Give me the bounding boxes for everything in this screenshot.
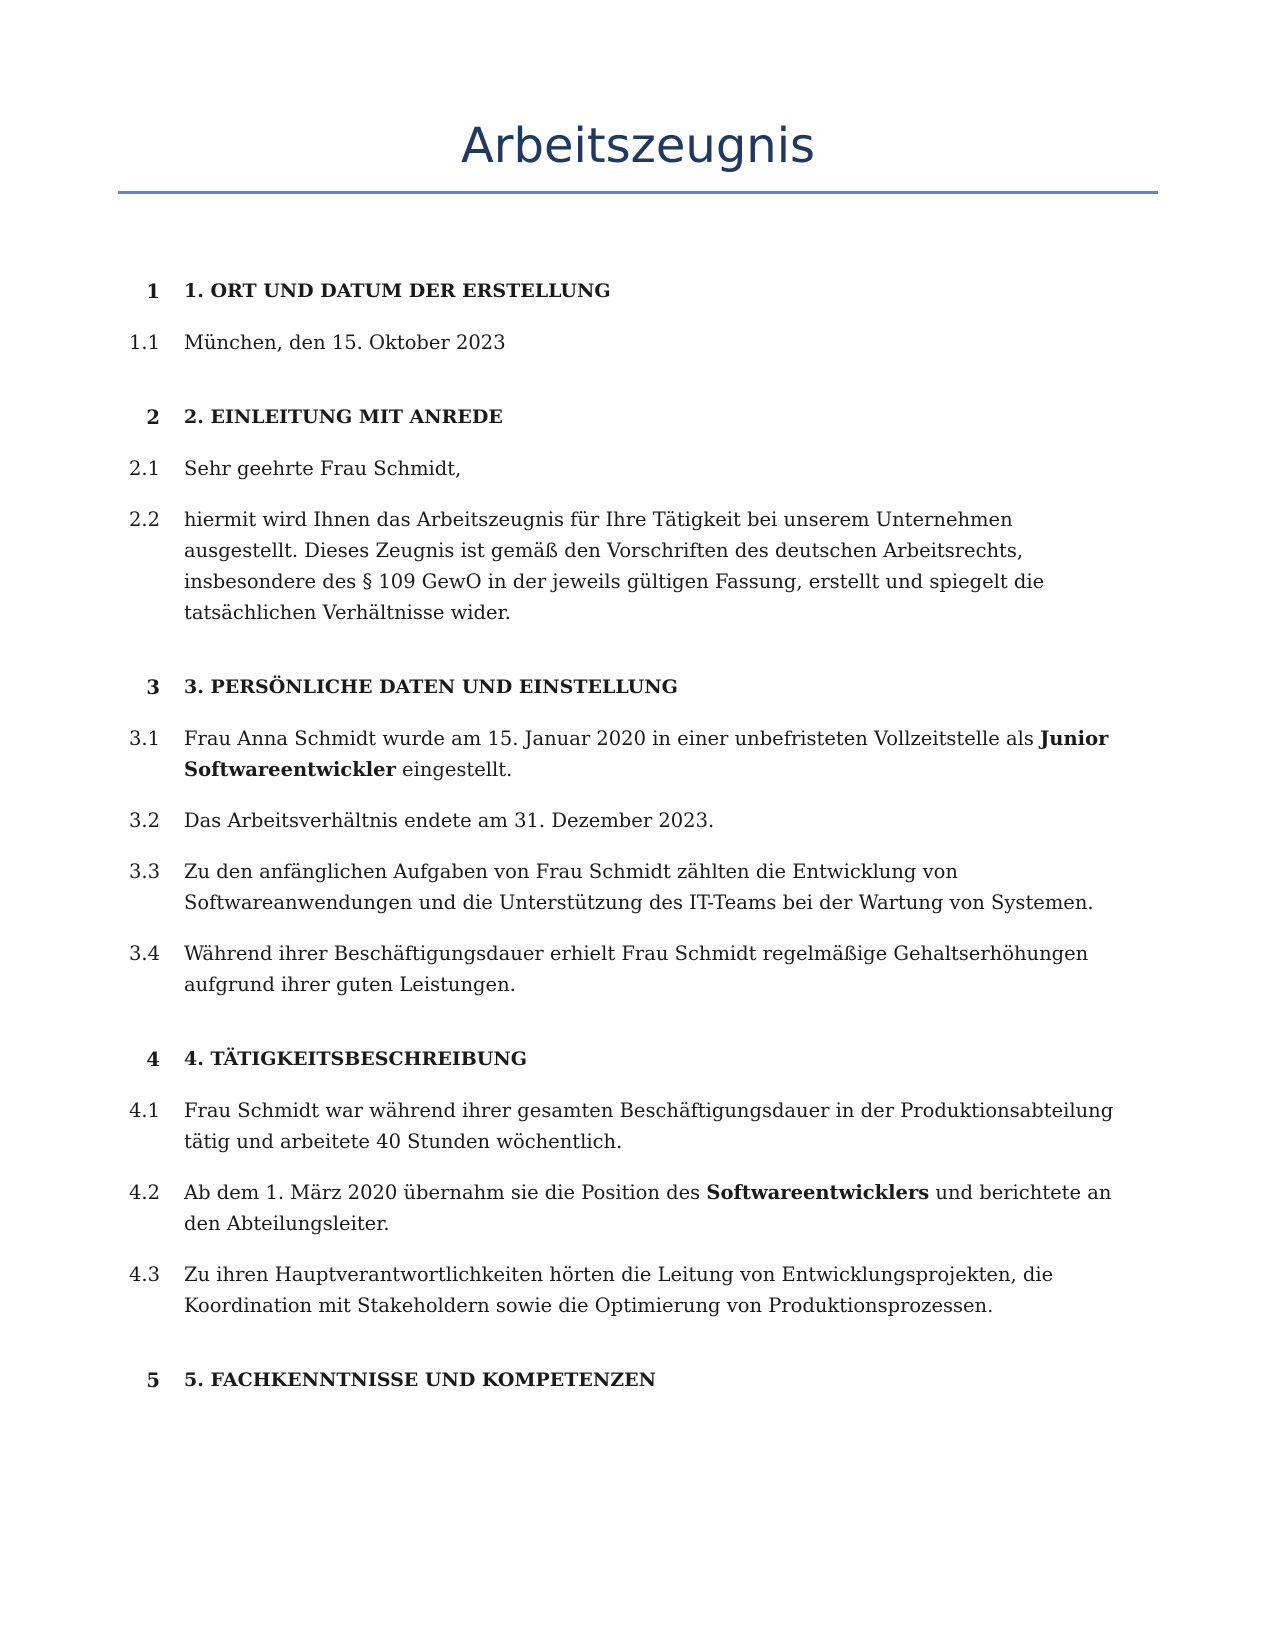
section-fachkenntnisse: [0, 1365, 1275, 1396]
item-number: 1.1: [128, 331, 160, 354]
document-title: Arbeitszeugnis: [460, 118, 816, 174]
list-item: [0, 1177, 1275, 1239]
item-number: 4.1: [128, 1099, 160, 1122]
item-text: München, den 15. Oktober 2023: [184, 331, 506, 354]
section-persoenliche-daten: [0, 672, 1275, 1000]
section-number: 4: [146, 1048, 160, 1071]
title-underline: [118, 191, 1158, 194]
item-number: 3.1: [128, 727, 160, 750]
item-number: 2.2: [128, 508, 160, 531]
item-text: hiermit wird Ihnen das Arbeitszeugnis für Ihre Tätigkeit bei unserem Unternehmen ausgestellt. Dieses Zeugnis ist gemäß den Vorschriften des deutschen Arbeitsrechts, insbesondere des § 109 GewO in der jeweils gültigen Fassung, erstellt und spiegelt die tatsächlichen Verhältnisse wider.: [184, 508, 1045, 624]
list-item: [0, 938, 1275, 1000]
list-item: [0, 723, 1275, 785]
item-number: 3.4: [128, 942, 160, 965]
list-item: [0, 327, 1275, 358]
item-text-end: eingestellt.: [395, 758, 513, 781]
item-text: Zu ihren Hauptverantwortlichkeiten hörten die Leitung von Entwicklungsprojekten, die Koordination mit Stakeholdern sowie die Optimierung von Produktionsprozessen.: [184, 1263, 1054, 1317]
item-number: 3.3: [128, 860, 160, 883]
section-number: 5: [146, 1369, 160, 1392]
document-body: [0, 276, 1275, 1440]
item-text: Zu den anfänglichen Aufgaben von Frau Schmidt zählten die Entwicklung von Softwareanwendungen und die Unterstützung des IT-Teams bei der Wartung von Systemen.: [184, 860, 1094, 914]
section-title: 5. FACHKENNTNISSE UND KOMPETENZEN: [184, 1369, 656, 1391]
item-text: [184, 1177, 1114, 1239]
list-item: [0, 504, 1275, 628]
section-title: 3. PERSÖNLICHE DATEN UND EINSTELLUNG: [184, 676, 678, 698]
item-number: 3.2: [128, 809, 160, 832]
list-item: [0, 453, 1275, 484]
section-heading: [0, 672, 1275, 703]
item-number: 4.2: [128, 1181, 160, 1204]
job-title-bold: Junior Softwareentwickler: [184, 727, 1109, 781]
section-title: 2. EINLEITUNG MIT ANREDE: [184, 406, 503, 428]
list-item: [0, 1095, 1275, 1157]
section-ort-datum: [0, 276, 1275, 358]
section-taetigkeitsbeschreibung: [0, 1044, 1275, 1321]
section-number: 1: [146, 280, 160, 303]
section-number: 3: [146, 676, 160, 699]
item-text: Das Arbeitsverhältnis endete am 31. Dezember 2023.: [184, 809, 715, 832]
section-einleitung: [0, 402, 1275, 628]
item-text-start: Frau Anna Schmidt wurde am 15. Januar 2020 in einer unbefristeten Vollzeitstelle als: [184, 727, 1041, 750]
item-text: Während ihrer Beschäftigungsdauer erhielt Frau Schmidt regelmäßige Gehaltserhöhungen aufgrund ihrer guten Leistungen.: [184, 942, 1089, 996]
section-heading: [0, 1044, 1275, 1075]
job-title-bold: Softwareentwicklers: [706, 1181, 930, 1204]
section-heading: [0, 402, 1275, 433]
list-item: [0, 1259, 1275, 1321]
list-item: [0, 856, 1275, 918]
item-text: Sehr geehrte Frau Schmidt,: [184, 457, 462, 480]
list-item: [0, 805, 1275, 836]
section-title: 4. TÄTIGKEITSBESCHREIBUNG: [184, 1048, 527, 1070]
section-number: 2: [146, 406, 160, 429]
item-text: Frau Schmidt war während ihrer gesamten Beschäftigungsdauer in der Produktionsabteilung tätig und arbeitete 40 Stunden wöchentlich.: [184, 1099, 1114, 1153]
item-number: 2.1: [128, 457, 160, 480]
section-title: 1. ORT UND DATUM DER ERSTELLUNG: [184, 280, 611, 302]
item-text-start: Ab dem 1. März 2020 übernahm sie die Position des: [184, 1181, 707, 1204]
item-number: 4.3: [128, 1263, 160, 1286]
section-heading: [0, 1365, 1275, 1396]
item-text: [184, 723, 1114, 785]
section-heading: [0, 276, 1275, 307]
item-text-end: und berichtete an den Abteilungsleiter.: [184, 1181, 1112, 1235]
